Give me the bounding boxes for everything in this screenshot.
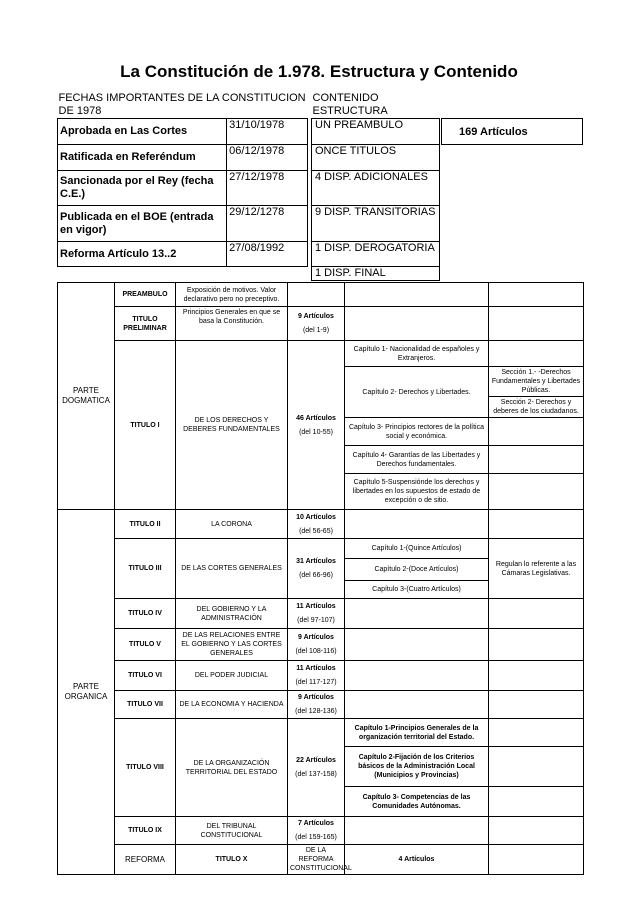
reforma-label: REFORMA xyxy=(115,845,176,875)
page-title: La Constitución de 1.978. Estructura y Contenido xyxy=(120,62,518,81)
titulo-6-articles: 11 Artículos xyxy=(296,665,336,672)
date-value: 29/12/1278 xyxy=(227,206,308,242)
titulo-1-cap2: Capítulo 2- Derechos y Libertades. xyxy=(345,367,489,418)
titulo-8-cap1: Capítulo 1-Principios Generales de la organización territorial del Estado. xyxy=(345,719,489,747)
titulo-7-range: (del 128-136) xyxy=(295,708,337,715)
preambulo-desc: Exposición de motivos. Valor declarativo pero no preceptivo. xyxy=(176,283,288,307)
titulo-preliminar-articles: 9 Artículos xyxy=(298,313,334,320)
titulo-9-articles: 7 Artículos xyxy=(298,820,334,827)
titulo-1-sec2: Sección 2- Derechos y deberes de los ciudadanos. xyxy=(489,397,584,418)
titulo-2-articles: 10 Artículos xyxy=(296,513,336,521)
titulo-9-desc: DEL TRIBUNAL CONSTITUCIONAL xyxy=(176,817,288,845)
titulo-1-articles: 46 Artículos xyxy=(296,414,336,422)
titulo-5-articles: 9 Artículos xyxy=(298,634,334,641)
titulo-1-name: TITULO I xyxy=(115,341,176,510)
titulo-10-desc: DE LA REFORMA CONSTITUCIONAL xyxy=(288,845,345,875)
titulo-10-name: TITULO X xyxy=(176,845,288,875)
titulo-8-cap2: Capítulo 2-Fijación de los Criterios básicos de la Administración Local (Municipios y Provincias) xyxy=(345,747,489,787)
titulo-9-name: TITULO IX xyxy=(115,817,176,845)
titulo-5-name: TITULO V xyxy=(115,629,176,661)
date-value: 31/10/1978 xyxy=(227,119,308,145)
titulo-4-desc: DEL GOBIERNO Y LA ADMINISTRACIÓN xyxy=(176,599,288,629)
titulo-6-name: TITULO VI xyxy=(115,661,176,691)
parte-organica: PARTE ORGANICA xyxy=(58,510,115,875)
preambulo-name: PREAMBULO xyxy=(115,283,176,307)
titulo-4-name: TITULO IV xyxy=(115,599,176,629)
titulo-3-cap1: Capítulo 1-(Quince Artículos) xyxy=(345,539,489,559)
date-label: Aprobada en Las Cortes xyxy=(58,119,227,145)
contenido-header: CONTENIDO ESTRUCTURA xyxy=(312,92,388,117)
contenido-item: UN PREAMBULO xyxy=(312,119,440,145)
titulo-1-range: (del 10-55) xyxy=(299,428,333,436)
titulo-1-sec1: Sección 1.- -Derechos Fundamentales y Libertades Públicas. xyxy=(489,367,584,397)
titulo-preliminar-desc: Principios Generales en que se basa la Constitución. xyxy=(176,307,288,341)
titulo-4-articles: 11 Artículos xyxy=(296,603,336,610)
dates-table xyxy=(57,92,308,267)
contenido-item: 9 DISP. TRANSITORIAS xyxy=(312,206,440,242)
titulo-2-desc: LA CORONA xyxy=(176,510,288,539)
date-value: 27/12/1978 xyxy=(227,171,308,206)
contenido-item: 4 DISP. ADICIONALES xyxy=(312,171,440,206)
titulo-10-articles: 4 Artículos xyxy=(398,856,435,863)
titulo-3-range: (del 66-96) xyxy=(299,572,333,579)
contenido-item: 1 DISP. FINAL xyxy=(312,267,440,281)
titulo-8-name: TITULO VIII xyxy=(115,719,176,817)
titulo-1-cap4: Capítulo 4- Garantías de las Libertades y Derechos fundamentales. xyxy=(345,446,489,474)
titulo-8-range: (del 137-158) xyxy=(295,771,337,778)
date-label: Reforma Artículo 13..2 xyxy=(58,242,227,267)
titulo-7-articles: 9 Artículos xyxy=(298,694,334,701)
date-value: 27/08/1992 xyxy=(227,242,308,267)
titulo-3-note: Regulan lo referente a las Cámaras Legislativas. xyxy=(489,539,584,599)
date-label: Publicada en el BOE (entrada en vigor) xyxy=(58,206,227,242)
titulo-1-desc: DE LOS DERECHOS Y DEBERES FUNDAMENTALES xyxy=(176,341,288,510)
total-articles: 169 Artículos xyxy=(441,118,583,145)
structure-table xyxy=(57,282,584,875)
contenido-table xyxy=(311,92,440,281)
parte-dogmatica: PARTE DOGMATICA xyxy=(58,283,115,510)
titulo-3-cap3: Capítulo 3-(Cuatro Artículos) xyxy=(345,581,489,599)
titulo-6-desc: DEL PODER JUDICIAL xyxy=(176,661,288,691)
contenido-item: 1 DISP. DEROGATORIA xyxy=(312,242,440,267)
date-label: Sancionada por el Rey (fecha C.E.) xyxy=(58,171,227,206)
titulo-6-range: (del 117-127) xyxy=(295,679,337,686)
titulo-8-cap3: Capítulo 3- Competencias de las Comunidades Autónomas. xyxy=(345,787,489,817)
titulo-1-cap3: Capítulo 3- Principios rectores de la política social y económica. xyxy=(345,418,489,446)
titulo-preliminar-name: TITULO PRELIMINAR xyxy=(115,307,176,341)
titulo-8-desc: DE LA ORGANIZACIÓN TERRITORIAL DEL ESTADO xyxy=(176,719,288,817)
titulo-7-desc: DE LA ECONOMIA Y HACIENDA xyxy=(176,691,288,719)
titulo-2-name: TITULO II xyxy=(115,510,176,539)
titulo-9-range: (del 159-165) xyxy=(295,834,337,841)
titulo-3-articles: 31 Artículos xyxy=(296,558,336,565)
dates-header: FECHAS IMPORTANTES DE LA CONSTITUCION DE 1978 xyxy=(58,92,306,117)
titulo-4-range: (del 97-107) xyxy=(297,617,335,624)
titulo-5-desc: DE LAS RELACIONES ENTRE EL GOBIERNO Y LAS CORTES GENERALES xyxy=(176,629,288,661)
titulo-3-name: TITULO III xyxy=(115,539,176,599)
titulo-7-name: TITULO VII xyxy=(115,691,176,719)
titulo-8-articles: 22 Artículos xyxy=(296,757,336,764)
titulo-preliminar-range: (del 1-9) xyxy=(302,327,330,334)
contenido-item: ONCE TITULOS xyxy=(312,145,440,171)
titulo-1-cap5: Capítulo 5-Suspensiónde los derechos y libertades en los supuestos de estado de excepción o de sitio. xyxy=(345,474,489,510)
titulo-1-cap1: Capítulo 1- Nacionalidad de españoles y Extranjeros. xyxy=(345,341,489,367)
titulo-5-range: (del 108-116) xyxy=(295,648,337,655)
titulo-3-desc: DE LAS CORTES GENERALES xyxy=(176,539,288,599)
date-label: Ratificada en Referéndum xyxy=(58,145,227,171)
date-value: 06/12/1978 xyxy=(227,145,308,171)
titulo-2-range: (del 56-65) xyxy=(299,527,333,535)
titulo-3-cap2: Capítulo 2-(Doce Artículos) xyxy=(345,559,489,581)
